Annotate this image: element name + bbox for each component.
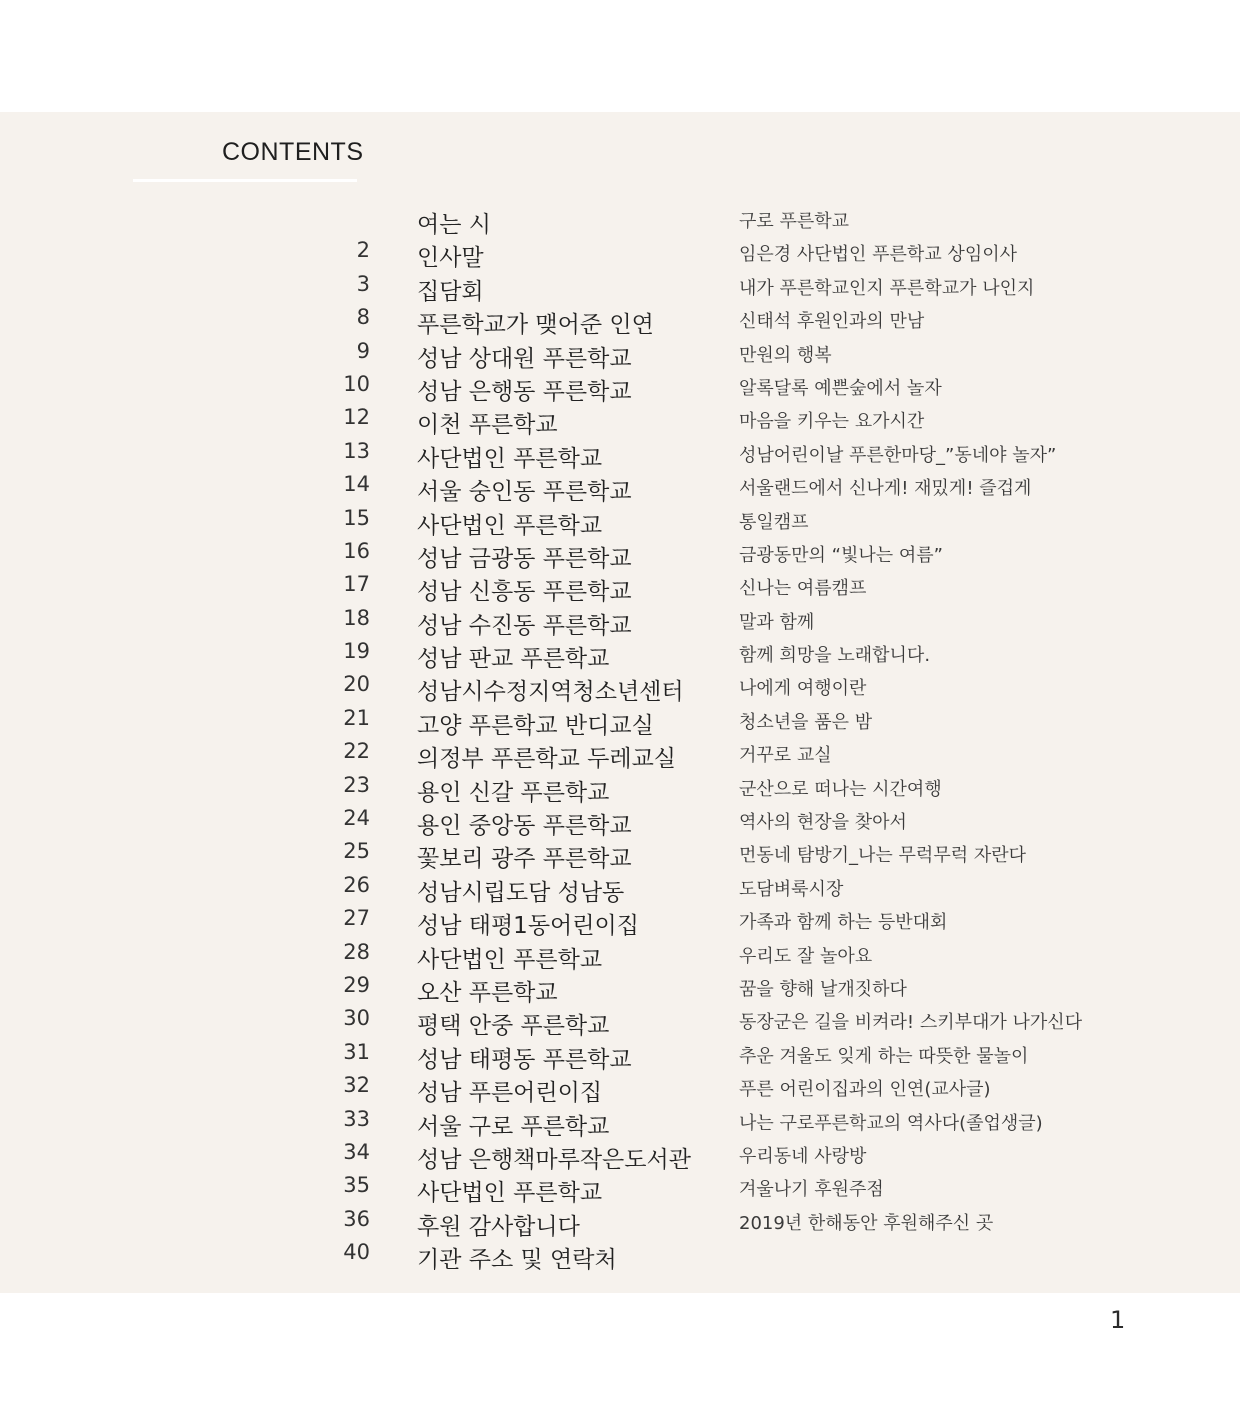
toc-title: 여는 시 (417, 212, 491, 238)
toc-entry[interactable] (0, 804, 1240, 840)
toc-subtitle: 신태석 후원인과의 만남 (739, 311, 925, 333)
toc-subtitle: 신나는 여름캠프 (739, 578, 867, 600)
toc-subtitle: 마음을 키우는 요가시간 (739, 411, 925, 433)
toc-title: 사단법인 푸른학교 (417, 512, 603, 539)
toc-page-number: 14 (343, 472, 370, 497)
toc-title: 성남시립도담 성남동 (417, 879, 625, 906)
toc-subtitle: 겨울나기 후원주점 (739, 1179, 884, 1201)
toc-title: 성남 푸른어린이집 (417, 1080, 603, 1107)
toc-title: 성남 금광동 푸른학교 (417, 545, 632, 572)
toc-page-number: 13 (343, 438, 370, 463)
toc-title: 성남 은행책마루작은도서관 (417, 1146, 691, 1173)
toc-subtitle: 나는 구로푸른학교의 역사다(졸업생글) (739, 1112, 1043, 1134)
toc-page-number: 36 (343, 1206, 370, 1231)
toc-entry[interactable] (0, 1038, 1240, 1071)
toc-entry[interactable] (0, 704, 1240, 737)
toc-title: 성남 수진동 푸른학교 (417, 612, 632, 639)
toc-page-number: 2 (356, 238, 370, 263)
toc-entry[interactable] (0, 370, 1240, 403)
toc-subtitle: 동장군은 길을 비켜라! 스키부대가 나가신다 (739, 1012, 1083, 1034)
toc-entry[interactable] (0, 604, 1240, 637)
toc-page-number: 26 (343, 872, 370, 897)
toc-title: 사단법인 푸른학교 (417, 445, 603, 472)
title-underline (133, 179, 357, 182)
toc-subtitle: 말과 함께 (739, 611, 815, 633)
toc-entry[interactable] (0, 203, 1240, 236)
toc-subtitle: 금광동만의 “빛나는 여름” (739, 544, 943, 566)
toc-title: 사단법인 푸른학교 (417, 946, 603, 973)
toc-entry[interactable] (0, 504, 1240, 537)
toc-subtitle: 역사의 현장을 찾아서 (739, 812, 907, 834)
toc-page-number: 19 (343, 639, 370, 664)
toc-subtitle: 알록달록 예쁜숲에서 놀자 (739, 377, 942, 399)
toc-title: 서울 숭인동 푸른학교 (417, 479, 632, 506)
toc-subtitle: 만원의 행복 (739, 344, 832, 366)
toc-entry[interactable] (0, 537, 1240, 570)
toc-page-number: 18 (343, 605, 370, 630)
toc-page-number: 15 (343, 505, 370, 530)
toc-title: 후원 감사합니다 (417, 1213, 580, 1240)
toc-title: 오산 푸른학교 (417, 979, 558, 1006)
toc-entry[interactable] (0, 904, 1240, 940)
toc-title: 이천 푸른학교 (417, 412, 558, 439)
toc-title: 성남 상대원 푸른학교 (417, 345, 632, 372)
toc-entry[interactable] (0, 1004, 1240, 1040)
toc-title: 기관 주소 및 연락처 (417, 1247, 617, 1274)
toc-subtitle: 추운 겨울도 잊게 하는 따뜻한 물놀이 (739, 1045, 1029, 1067)
toc-entry[interactable] (0, 337, 1240, 370)
toc-subtitle: 내가 푸른학교인지 푸른학교가 나인지 (739, 277, 1035, 299)
toc-page-number: 20 (343, 672, 370, 697)
toc-entry[interactable] (0, 1105, 1240, 1138)
toc-subtitle: 구로 푸른학교 (739, 211, 850, 232)
toc-subtitle: 나에게 여행이란 (739, 678, 867, 700)
toc-subtitle: 푸른 어린이집과의 인연(교사글) (739, 1079, 991, 1101)
toc-page-number: 3 (356, 271, 370, 296)
toc-entry[interactable] (0, 470, 1240, 506)
toc-title: 서울 구로 푸른학교 (417, 1113, 610, 1140)
toc-entry[interactable] (0, 637, 1240, 673)
toc-subtitle: 먼동네 탐방기_나는 무럭무럭 자란다 (739, 845, 1026, 867)
toc-title: 집담회 (417, 278, 484, 305)
toc-subtitle: 군산으로 떠나는 시간여행 (739, 778, 942, 800)
toc-page-number: 33 (343, 1106, 370, 1131)
toc-title: 평택 안중 푸른학교 (417, 1013, 610, 1040)
toc-subtitle: 우리동네 사랑방 (739, 1145, 867, 1167)
table-of-contents (0, 203, 1240, 1272)
toc-title: 성남 은행동 푸른학교 (417, 378, 632, 405)
toc-subtitle: 서울랜드에서 신나게! 재밌게! 즐겁게 (739, 478, 1032, 500)
toc-page-number: 27 (343, 906, 370, 931)
toc-title: 용인 중앙동 푸른학교 (417, 813, 632, 840)
toc-title: 의정부 푸른학교 두레교실 (417, 746, 677, 773)
toc-entry[interactable] (0, 971, 1240, 1004)
toc-entry[interactable] (0, 236, 1240, 272)
toc-title: 성남 신흥동 푸른학교 (417, 579, 632, 606)
toc-entry[interactable] (0, 670, 1240, 706)
page-number: 1 (1110, 1306, 1126, 1334)
toc-entry[interactable] (0, 871, 1240, 904)
toc-page-number: 8 (356, 305, 370, 330)
toc-title: 푸른학교가 맺어준 인연 (417, 312, 654, 339)
toc-page-number: 40 (343, 1240, 370, 1265)
toc-page-number: 21 (343, 705, 370, 730)
toc-title: 성남 판교 푸른학교 (417, 646, 610, 673)
toc-entry[interactable] (0, 938, 1240, 971)
toc-page-number: 25 (343, 839, 370, 864)
toc-subtitle: 거꾸로 교실 (739, 745, 832, 767)
toc-entry[interactable] (0, 1238, 1240, 1274)
toc-page-number: 16 (343, 538, 370, 563)
toc-subtitle: 청소년을 품은 밤 (739, 711, 873, 733)
toc-subtitle: 꿈을 향해 날개짓하다 (739, 978, 907, 1000)
toc-entry[interactable] (0, 837, 1240, 873)
toc-subtitle: 도담벼룩시장 (739, 878, 844, 900)
page-title: CONTENTS (222, 138, 364, 166)
toc-page-number: 12 (343, 405, 370, 430)
toc-subtitle: 2019년 한해동안 후원해주신 곳 (739, 1212, 994, 1234)
toc-subtitle: 성남어린이날 푸른한마당_”동네야 놀자” (739, 444, 1057, 466)
toc-entry[interactable] (0, 1071, 1240, 1107)
toc-page-number: 24 (343, 806, 370, 831)
toc-page-number: 9 (356, 338, 370, 363)
toc-title: 용인 신갈 푸른학교 (417, 779, 610, 806)
toc-page-number: 17 (343, 572, 370, 597)
toc-page-number: 10 (343, 371, 370, 396)
toc-page-number: 34 (343, 1139, 370, 1164)
toc-page-number: 30 (343, 1006, 370, 1031)
toc-page-number: 32 (343, 1073, 370, 1098)
toc-page-number: 29 (343, 972, 370, 997)
toc-entry[interactable] (0, 737, 1240, 773)
toc-page-number: 23 (343, 772, 370, 797)
toc-title: 꽃보리 광주 푸른학교 (417, 846, 632, 873)
toc-entry[interactable] (0, 570, 1240, 606)
toc-title: 성남 태평1동어린이집 (417, 913, 639, 940)
toc-page-number: 22 (343, 739, 370, 764)
toc-entry[interactable] (0, 437, 1240, 470)
toc-title: 고양 푸른학교 반디교실 (417, 712, 654, 739)
toc-entry[interactable] (0, 1171, 1240, 1207)
toc-entry[interactable] (0, 1205, 1240, 1238)
toc-entry[interactable] (0, 771, 1240, 804)
toc-subtitle: 통일캠프 (739, 511, 809, 533)
toc-page-number: 35 (343, 1173, 370, 1198)
toc-subtitle: 임은경 사단법인 푸른학교 상임이사 (739, 244, 1017, 266)
toc-page-number: 28 (343, 939, 370, 964)
toc-title: 사단법인 푸른학교 (417, 1180, 603, 1207)
toc-subtitle: 우리도 잘 놀아요 (739, 945, 873, 967)
toc-page-number: 31 (343, 1039, 370, 1064)
toc-title: 성남 태평동 푸른학교 (417, 1046, 632, 1073)
toc-entry[interactable] (0, 303, 1240, 339)
toc-entry[interactable] (0, 403, 1240, 439)
toc-entry[interactable] (0, 1138, 1240, 1171)
toc-subtitle: 함께 희망을 노래합니다. (739, 645, 931, 667)
toc-entry[interactable] (0, 270, 1240, 303)
toc-title: 인사말 (417, 245, 484, 272)
toc-title: 성남시수정지역청소년센터 (417, 679, 684, 706)
toc-subtitle: 가족과 함께 하는 등반대회 (739, 912, 948, 934)
